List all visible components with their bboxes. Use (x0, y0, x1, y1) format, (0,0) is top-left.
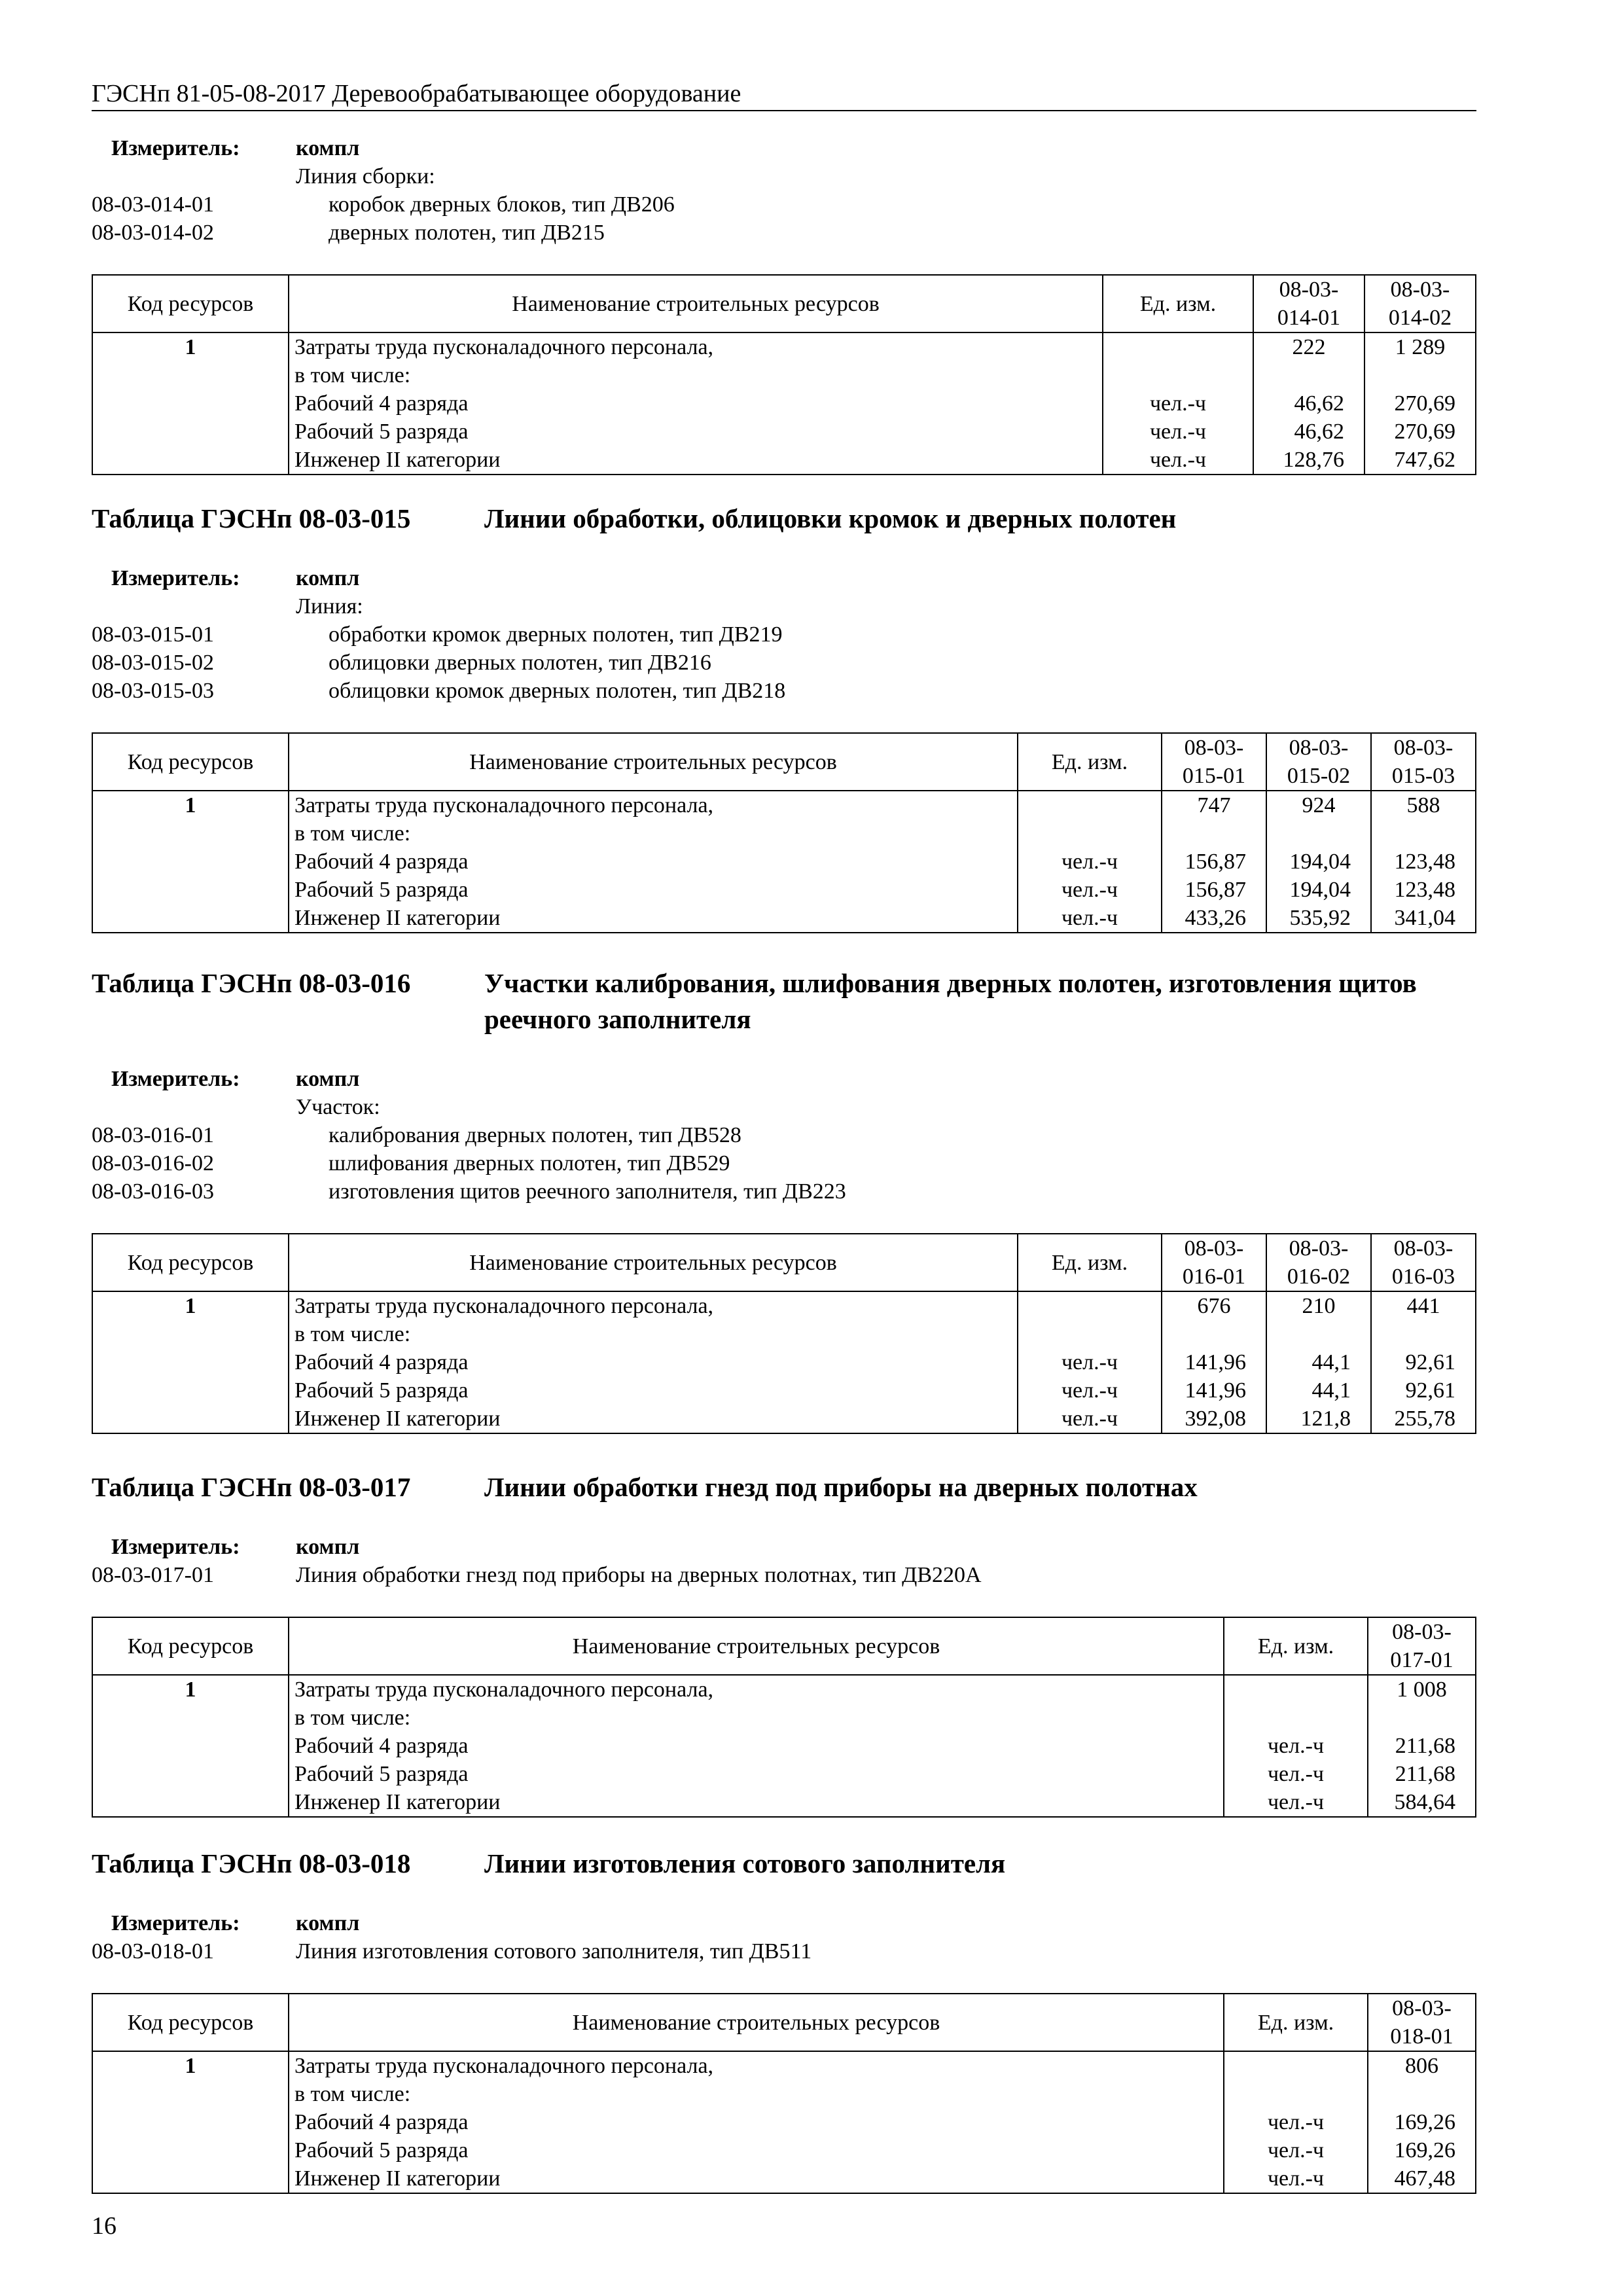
norm-value: 441 (1406, 1294, 1440, 1318)
resource-code: 1 (92, 332, 289, 475)
table-name: Линии обработки, облицовки кромок и дверных полотен (484, 503, 1177, 533)
header-code: Код ресурсов (92, 733, 289, 791)
header-norm-line: 016-01 (1182, 1265, 1246, 1289)
norm-item-row (92, 162, 1476, 190)
resource-names (289, 2051, 1224, 2193)
header-code: Код ресурсов (92, 1617, 289, 1675)
header-norm-line: 016-03 (1391, 1265, 1455, 1289)
norm-item-row (92, 1121, 1476, 1149)
header-norm-column (1371, 1234, 1476, 1291)
header-unit: Ед. изм. (1224, 1617, 1368, 1675)
norm-values (1371, 1291, 1476, 1433)
norm-value: 128,76 (1283, 448, 1344, 472)
resource-units (1103, 332, 1253, 475)
resource-name: Затраты труда пусконаладочного персонала, (294, 335, 714, 359)
norm-code: 08-03-015-02 (92, 651, 214, 675)
resource-unit: чел.-ч (1061, 1350, 1118, 1374)
norm-value: 156,87 (1185, 850, 1246, 874)
norm-value: 92,61 (1405, 1350, 1455, 1374)
header-name: Наименование строительных ресурсов (289, 733, 1018, 791)
norm-value: 270,69 (1394, 391, 1455, 416)
norm-section (92, 1846, 1476, 2194)
resource-name: Инженер II категории (294, 2166, 501, 2191)
norm-value (1272, 819, 1365, 848)
resource-unit: чел.-ч (1267, 1734, 1325, 1758)
resource-unit (1024, 1292, 1156, 1320)
table-title (92, 501, 1476, 537)
table-header-row (92, 733, 1476, 791)
header-norm-line: 08-03- (1392, 1620, 1452, 1644)
norm-code (92, 592, 296, 620)
resource-unit: чел.-ч (1267, 1762, 1325, 1786)
table-header-row (92, 1617, 1476, 1675)
resource-name: Инженер II категории (294, 1790, 501, 1814)
measure-block (92, 134, 1476, 247)
norm-value: 1 008 (1397, 1677, 1447, 1702)
resource-name: Рабочий 4 разряда (294, 1734, 469, 1758)
measure-row (92, 1533, 1476, 1561)
table-number: Таблица ГЭСНп 08-03-017 (92, 1472, 411, 1502)
norm-description: дверных полотен, тип ДВ215 (329, 221, 605, 245)
header-norm-line: 08-03- (1392, 1996, 1452, 2020)
norm-value: 924 (1302, 793, 1336, 817)
table-row (92, 332, 1476, 475)
norm-value: 194,04 (1289, 878, 1351, 902)
resource-unit: чел.-ч (1061, 1407, 1118, 1431)
measure-label: Измеритель: (111, 566, 240, 590)
resource-code: 1 (92, 791, 289, 933)
norm-value: 121,8 (1300, 1407, 1351, 1431)
norm-item-row (92, 592, 1476, 620)
table-name: Участки калибрования, шлифования дверных полотен, изготовления щитов реечного заполнителя (484, 968, 1417, 1034)
norm-value: 806 (1405, 2054, 1438, 2078)
resource-name: в том числе: (294, 821, 411, 846)
table-row (92, 2051, 1476, 2193)
header-norm-line: 08-03- (1289, 1236, 1349, 1261)
norm-description: Линия изготовления сотового заполнителя, тип ДВ511 (296, 1939, 812, 1964)
resource-unit (1024, 1320, 1156, 1348)
resource-name: в том числе: (294, 2082, 411, 2106)
norm-code: 08-03-017-01 (92, 1563, 214, 1587)
resource-name: Инженер II категории (294, 448, 501, 472)
measure-block (92, 1533, 1476, 1589)
norm-section (92, 134, 1476, 475)
norm-value: 123,48 (1394, 878, 1455, 902)
header-code: Код ресурсов (92, 1234, 289, 1291)
norm-code: 08-03-016-01 (92, 1123, 214, 1147)
measure-unit: компл (296, 1067, 360, 1091)
table-number: Таблица ГЭСНп 08-03-018 (92, 1848, 411, 1878)
norm-value (1374, 1704, 1470, 1732)
norm-value: 588 (1406, 793, 1440, 817)
norm-description: Участок: (296, 1095, 380, 1119)
resource-names (289, 1291, 1018, 1433)
measure-row (92, 1065, 1476, 1093)
norm-value: 44,1 (1311, 1350, 1351, 1374)
page-number: 16 (92, 2212, 116, 2240)
resource-table (92, 1233, 1476, 1434)
measure-unit: компл (296, 1535, 360, 1559)
resource-unit: чел.-ч (1149, 391, 1207, 416)
table-row (92, 791, 1476, 933)
header-unit: Ед. изм. (1018, 733, 1162, 791)
norm-value: 46,62 (1294, 391, 1344, 416)
norm-value: 211,68 (1395, 1762, 1455, 1786)
resource-code: 1 (92, 2051, 289, 2193)
table-title (92, 965, 1476, 1037)
norm-code (92, 1093, 296, 1121)
header-norm-line: 08-03- (1184, 1236, 1244, 1261)
norm-values (1368, 2051, 1476, 2193)
header-norm-column (1162, 1234, 1266, 1291)
norm-value (1377, 819, 1470, 848)
norm-values (1364, 332, 1476, 475)
norm-value (1168, 1320, 1260, 1348)
norm-description: облицовки кромок дверных полотен, тип ДВ218 (329, 679, 786, 703)
norm-values (1162, 791, 1266, 933)
norm-code: 08-03-015-03 (92, 679, 214, 703)
header-code: Код ресурсов (92, 275, 289, 332)
header-norm-line: 015-02 (1287, 764, 1351, 788)
norm-value: 169,26 (1394, 2110, 1455, 2134)
table-header-row (92, 1994, 1476, 2051)
resource-name: в том числе: (294, 363, 411, 387)
measure-label: Измеритель: (111, 1535, 240, 1559)
page-header: ГЭСНп 81-05-08-2017 Деревообрабатывающее оборудование (92, 79, 1476, 111)
norm-item-row (92, 620, 1476, 649)
header-norm-line: 018-01 (1390, 2024, 1454, 2049)
norm-item-row (92, 1177, 1476, 1206)
resource-name: Рабочий 4 разряда (294, 1350, 469, 1374)
norm-section (92, 965, 1476, 1434)
norm-value: 341,04 (1394, 906, 1455, 930)
resource-unit: чел.-ч (1267, 2138, 1325, 2162)
resource-unit: чел.-ч (1149, 448, 1207, 472)
resource-names (289, 1675, 1224, 1817)
measure-block (92, 1909, 1476, 1965)
measure-row (92, 564, 1476, 592)
resource-code: 1 (92, 1291, 289, 1433)
resource-unit (1024, 791, 1156, 819)
header-name: Наименование строительных ресурсов (289, 1234, 1018, 1291)
norm-value: 92,61 (1405, 1378, 1455, 1403)
resource-name: в том числе: (294, 1706, 411, 1730)
header-norm-column (1266, 1234, 1371, 1291)
table-row (92, 1291, 1476, 1433)
norm-value: 169,26 (1394, 2138, 1455, 2162)
measure-label: Измеритель: (111, 1067, 240, 1091)
measure-unit: компл (296, 1911, 360, 1935)
measure-row (92, 1909, 1476, 1937)
norm-description: Линия: (296, 594, 363, 619)
norm-item-row (92, 1937, 1476, 1965)
table-row (92, 1675, 1476, 1817)
table-header-row (92, 1234, 1476, 1291)
norm-item-row (92, 649, 1476, 677)
norm-value: 676 (1197, 1294, 1231, 1318)
header-norm-column (1253, 275, 1364, 332)
norm-values (1371, 791, 1476, 933)
header-unit: Ед. изм. (1018, 1234, 1162, 1291)
norm-description: обработки кромок дверных полотен, тип ДВ219 (329, 622, 783, 647)
norm-item-row (92, 190, 1476, 219)
header-norm-line: 014-02 (1388, 306, 1452, 330)
header-norm-line: 014-01 (1277, 306, 1341, 330)
header-norm-line: 08-03- (1184, 736, 1244, 760)
norm-values (1162, 1291, 1266, 1433)
resource-unit: чел.-ч (1061, 1378, 1118, 1403)
resource-unit: чел.-ч (1149, 420, 1207, 444)
norm-value: 392,08 (1185, 1407, 1246, 1431)
header-norm-line: 08-03- (1390, 278, 1450, 302)
resource-name: Рабочий 5 разряда (294, 420, 469, 444)
norm-description: облицовки дверных полотен, тип ДВ216 (329, 651, 711, 675)
norm-value: 211,68 (1395, 1734, 1455, 1758)
norm-code: 08-03-016-03 (92, 1179, 214, 1204)
resource-unit: чел.-ч (1061, 906, 1118, 930)
header-norm-line: 015-03 (1391, 764, 1455, 788)
norm-value: 141,96 (1185, 1350, 1246, 1374)
measure-unit: компл (296, 566, 360, 590)
header-norm-column (1368, 1617, 1476, 1675)
resource-names (289, 791, 1018, 933)
resource-name: Рабочий 5 разряда (294, 1378, 469, 1403)
header-norm-column (1266, 733, 1371, 791)
norm-value: 433,26 (1185, 906, 1246, 930)
norm-code: 08-03-014-01 (92, 192, 214, 217)
norm-value (1272, 1320, 1365, 1348)
resource-units (1018, 1291, 1162, 1433)
norm-value (1370, 361, 1470, 389)
norm-description: коробок дверных блоков, тип ДВ206 (329, 192, 675, 217)
resource-unit (1024, 819, 1156, 848)
header-norm-line: 017-01 (1390, 1648, 1454, 1672)
resource-code: 1 (92, 1675, 289, 1817)
resource-name: Рабочий 5 разряда (294, 2138, 469, 2162)
resource-unit (1230, 2080, 1362, 2108)
norm-value: 44,1 (1311, 1378, 1351, 1403)
resource-name: Затраты труда пусконаладочного персонала, (294, 1677, 714, 1702)
header-name: Наименование строительных ресурсов (289, 1994, 1224, 2051)
header-norm-column (1368, 1994, 1476, 2051)
resource-unit: чел.-ч (1267, 2110, 1325, 2134)
norm-values (1253, 332, 1364, 475)
table-title (92, 1469, 1476, 1505)
norm-value: 535,92 (1289, 906, 1351, 930)
measure-unit: компл (296, 136, 360, 160)
resource-unit (1230, 1704, 1362, 1732)
resource-name: Затраты труда пусконаладочного персонала, (294, 1294, 714, 1318)
table-number: Таблица ГЭСНп 08-03-015 (92, 503, 411, 533)
resource-units (1224, 1675, 1368, 1817)
resource-table (92, 1617, 1476, 1818)
norm-item-row (92, 1561, 1476, 1589)
header-norm-line: 08-03- (1279, 278, 1339, 302)
table-title (92, 1846, 1476, 1882)
measure-label: Измеритель: (111, 136, 240, 160)
header-norm-line: 08-03- (1393, 1236, 1454, 1261)
measure-label: Измеритель: (111, 1911, 240, 1935)
norm-value: 747,62 (1394, 448, 1455, 472)
resource-name: Рабочий 5 разряда (294, 1762, 469, 1786)
norm-values (1266, 1291, 1371, 1433)
norm-value: 210 (1302, 1294, 1336, 1318)
resource-name: Рабочий 4 разряда (294, 850, 469, 874)
norm-description: изготовления щитов реечного заполнителя, тип ДВ223 (329, 1179, 846, 1204)
resource-unit (1109, 361, 1247, 389)
norm-section (92, 501, 1476, 933)
resource-name: Рабочий 4 разряда (294, 391, 469, 416)
header-norm-line: 016-02 (1287, 1265, 1351, 1289)
norm-value (1259, 361, 1359, 389)
norm-values (1266, 791, 1371, 933)
header-norm-line: 08-03- (1289, 736, 1349, 760)
norm-value: 1 289 (1395, 335, 1446, 359)
norm-value: 270,69 (1394, 420, 1455, 444)
header-name: Наименование строительных ресурсов (289, 1617, 1224, 1675)
resource-unit (1109, 333, 1247, 361)
measure-block (92, 1065, 1476, 1206)
resource-unit (1230, 2052, 1362, 2080)
resource-name: Инженер II категории (294, 1407, 501, 1431)
measure-row (92, 134, 1476, 162)
header-name: Наименование строительных ресурсов (289, 275, 1103, 332)
norm-values (1368, 1675, 1476, 1817)
norm-item-row (92, 677, 1476, 705)
norm-code: 08-03-016-02 (92, 1151, 214, 1175)
norm-code (92, 162, 296, 190)
norm-description: калибрования дверных полотен, тип ДВ528 (329, 1123, 741, 1147)
table-name: Линии изготовления сотового заполнителя (484, 1848, 1006, 1878)
norm-value: 156,87 (1185, 878, 1246, 902)
resource-names (289, 332, 1103, 475)
resource-name: Затраты труда пусконаладочного персонала, (294, 2054, 714, 2078)
norm-value: 46,62 (1294, 420, 1344, 444)
header-code: Код ресурсов (92, 1994, 289, 2051)
norm-value: 467,48 (1394, 2166, 1455, 2191)
resource-unit: чел.-ч (1267, 2166, 1325, 2191)
header-norm-column (1162, 733, 1266, 791)
header-norm-column (1364, 275, 1476, 332)
header-norm-column (1371, 733, 1476, 791)
norm-value (1374, 2080, 1470, 2108)
resource-table (92, 1993, 1476, 2194)
norm-value: 747 (1197, 793, 1231, 817)
resource-table (92, 274, 1476, 475)
header-norm-line: 08-03- (1393, 736, 1454, 760)
norm-value: 141,96 (1185, 1378, 1246, 1403)
norm-code: 08-03-018-01 (92, 1939, 214, 1964)
norm-item-row (92, 1149, 1476, 1177)
norm-code: 08-03-014-02 (92, 221, 214, 245)
norm-section (92, 1469, 1476, 1818)
norm-item-row (92, 1093, 1476, 1121)
norm-description: шлифования дверных полотен, тип ДВ529 (329, 1151, 730, 1175)
resource-units (1224, 2051, 1368, 2193)
norm-description: Линия обработки гнезд под приборы на дверных полотнах, тип ДВ220А (296, 1563, 982, 1587)
norm-value (1168, 819, 1260, 848)
table-name: Линии обработки гнезд под приборы на дверных полотнах (484, 1472, 1198, 1502)
norm-value: 123,48 (1394, 850, 1455, 874)
resource-name: Инженер II категории (294, 906, 501, 930)
resource-name: в том числе: (294, 1322, 411, 1346)
table-header-row (92, 275, 1476, 332)
resource-units (1018, 791, 1162, 933)
norm-value: 194,04 (1289, 850, 1351, 874)
norm-value: 584,64 (1394, 1790, 1455, 1814)
resource-unit: чел.-ч (1061, 878, 1118, 902)
resource-unit (1230, 1676, 1362, 1704)
resource-table (92, 732, 1476, 933)
table-number: Таблица ГЭСНп 08-03-016 (92, 968, 411, 998)
resource-unit: чел.-ч (1267, 1790, 1325, 1814)
resource-name: Рабочий 4 разряда (294, 2110, 469, 2134)
measure-block (92, 564, 1476, 705)
norm-value (1377, 1320, 1470, 1348)
header-unit: Ед. изм. (1224, 1994, 1368, 2051)
header-norm-line: 015-01 (1182, 764, 1246, 788)
norm-item-row (92, 219, 1476, 247)
norm-value: 222 (1292, 335, 1326, 359)
norm-value: 255,78 (1394, 1407, 1455, 1431)
resource-unit: чел.-ч (1061, 850, 1118, 874)
resource-name: Рабочий 5 разряда (294, 878, 469, 902)
resource-name: Затраты труда пусконаладочного персонала, (294, 793, 714, 817)
header-unit: Ед. изм. (1103, 275, 1253, 332)
norm-description: Линия сборки: (296, 164, 435, 188)
norm-code: 08-03-015-01 (92, 622, 214, 647)
